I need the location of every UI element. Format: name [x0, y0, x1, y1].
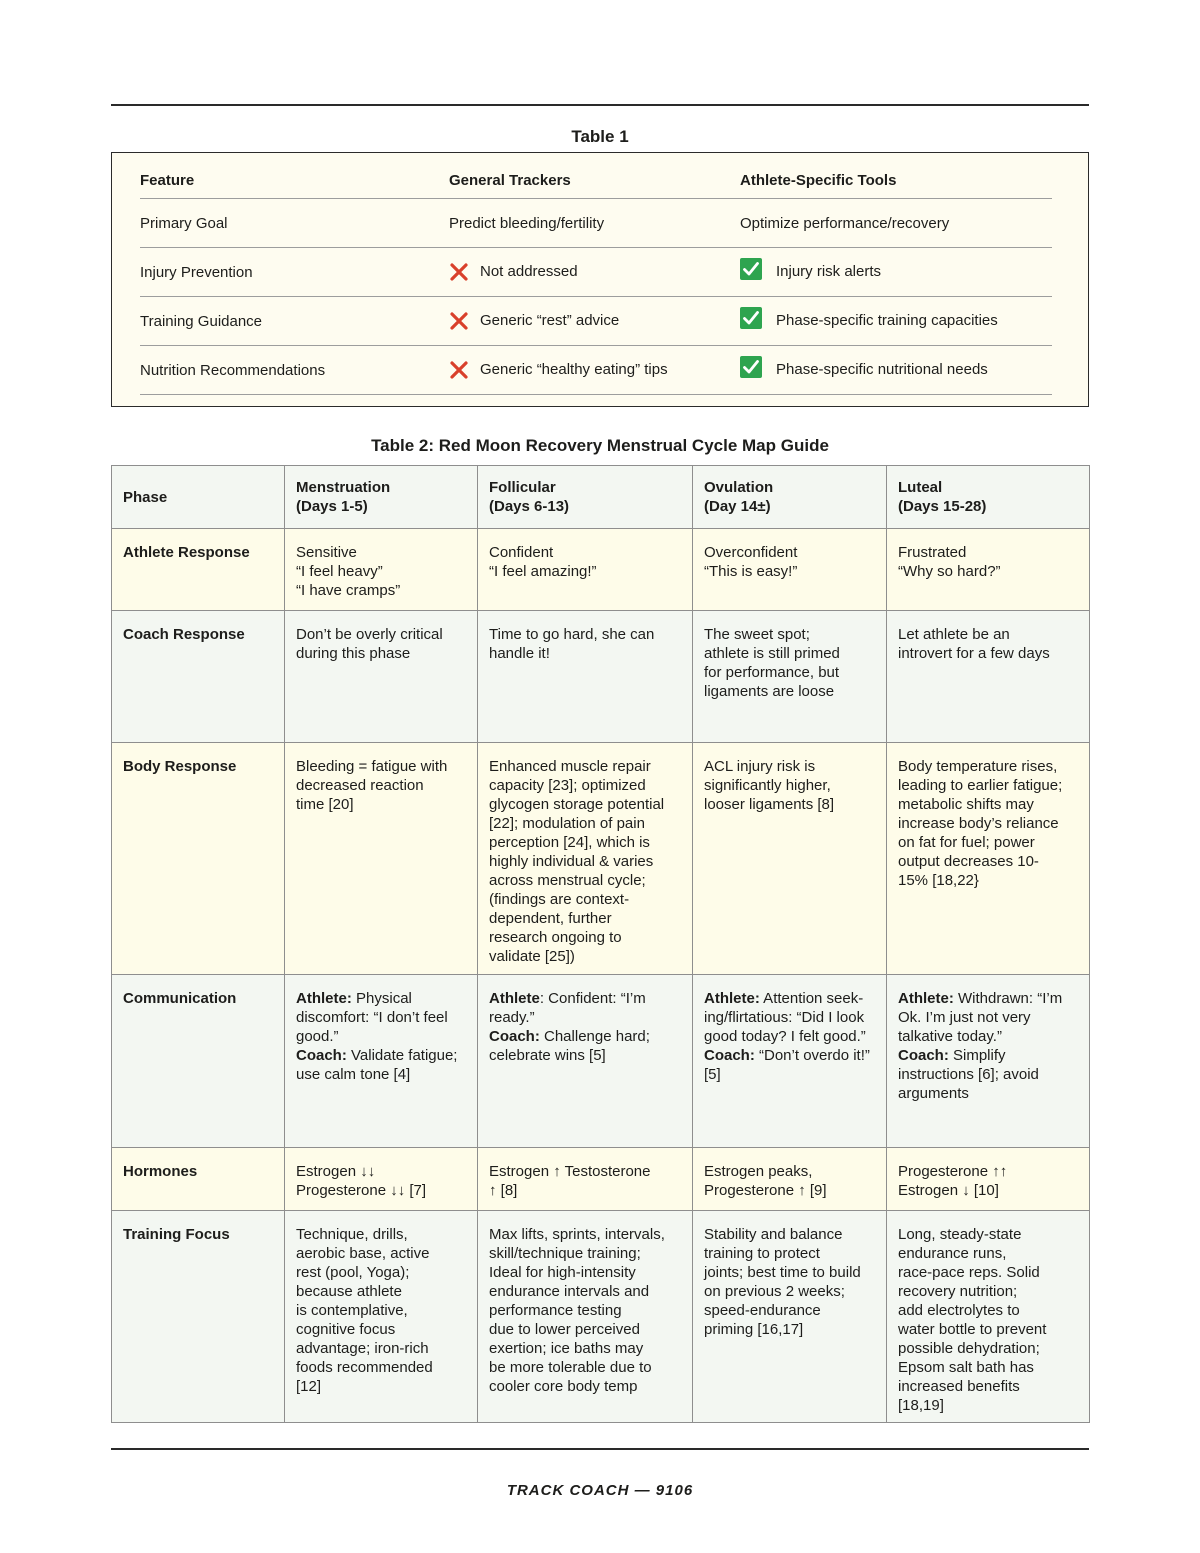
cell-line: time [20]	[296, 796, 354, 813]
col-header-follicular	[478, 466, 693, 529]
feature-cell: Nutrition Recommendations	[140, 346, 449, 395]
row-training-focus	[112, 1211, 1090, 1423]
table1-header-row	[140, 163, 1052, 199]
cell-line: dependent, further	[489, 910, 612, 927]
cell-line: highly individual & varies	[489, 853, 654, 870]
x-mark-icon	[449, 311, 469, 331]
cell-line: Technique, drills,	[296, 1226, 408, 1243]
cell-line: exertion; ice baths may	[489, 1340, 644, 1357]
row-label: Communication	[112, 975, 285, 1148]
table1-title: Table 1	[571, 127, 629, 146]
cell	[285, 743, 478, 975]
cell-line: Estrogen ↑ Testosterone	[489, 1163, 651, 1180]
cell-line: (findings are context-	[489, 891, 630, 908]
athlete-cell	[740, 297, 1052, 346]
row-athlete-response	[112, 529, 1090, 611]
table1-row	[140, 248, 1052, 297]
cell	[285, 529, 478, 611]
athlete-text: Phase-specific nutritional needs	[776, 360, 988, 378]
feature-cell: Primary Goal	[140, 199, 449, 248]
row-label: Coach Response	[112, 611, 285, 743]
checkmark-icon	[740, 307, 762, 329]
general-text: Generic “healthy eating” tips	[480, 360, 668, 378]
cell	[478, 1148, 693, 1211]
cell-line: Long, steady-state	[898, 1226, 1022, 1243]
cell-line: Frustrated	[898, 544, 967, 561]
row-label: Athlete Response	[112, 529, 285, 611]
cell-line: Overconfident	[704, 544, 798, 561]
cell-line: metabolic shifts may	[898, 796, 1034, 813]
col-name: Follicular	[489, 479, 556, 496]
row-communication	[112, 975, 1090, 1148]
cell-line: endurance intervals and	[489, 1283, 650, 1300]
athlete-text: : Confident: “I’m ready.”	[489, 990, 646, 1026]
coach-comm	[489, 1027, 681, 1065]
cell	[285, 975, 478, 1148]
coach-label: Coach:	[704, 1047, 755, 1064]
athlete-text: Injury risk alerts	[776, 262, 882, 280]
cell-line: handle it!	[489, 645, 550, 662]
cell-line: rest (pool, Yoga);	[296, 1264, 410, 1281]
cell	[478, 743, 693, 975]
cell-line: output decreases 10-	[898, 853, 1039, 870]
cell-line: significantly higher,	[704, 777, 831, 794]
table1-row	[140, 199, 1052, 248]
coach-text: Validate fatigue; use calm tone [4]	[296, 1047, 458, 1083]
cell-line: during this phase	[296, 645, 411, 662]
cell	[693, 529, 887, 611]
cell-line: cognitive focus	[296, 1321, 396, 1338]
cell-line: Progesterone ↓↓ [7]	[296, 1182, 427, 1199]
athlete-label: Athlete:	[296, 990, 352, 1007]
cell-line: across menstrual cycle;	[489, 872, 646, 889]
athlete-label: Athlete	[489, 990, 540, 1007]
col-header-menstruation	[285, 466, 478, 529]
cell-line: Ideal for high-intensity	[489, 1264, 636, 1281]
row-hormones	[112, 1148, 1090, 1211]
cell-line: Estrogen ↓ [10]	[898, 1182, 999, 1199]
cell-line: Estrogen peaks,	[704, 1163, 813, 1180]
cell-line: foods recommended	[296, 1359, 433, 1376]
col-name: Ovulation	[704, 479, 774, 496]
cell-line: validate [25])	[489, 948, 575, 965]
cell-line: decreased reaction	[296, 777, 424, 794]
cell-line: add electrolytes to	[898, 1302, 1020, 1319]
coach-text: Challenge hard; celebrate wins [5]	[489, 1028, 650, 1064]
x-mark-icon	[449, 262, 469, 282]
athlete-text: Withdrawn: “I’m Ok. I’m just not very talkative today.”	[898, 990, 1063, 1045]
coach-comm	[898, 1046, 1078, 1103]
general-cell	[449, 248, 740, 297]
table2-header-row	[112, 466, 1090, 529]
cell-line: introvert for a few days	[898, 645, 1050, 662]
col-header-ovulation	[693, 466, 887, 529]
cell-line: ↑ [8]	[489, 1182, 518, 1199]
cell-line: Estrogen ↓↓	[296, 1163, 376, 1180]
header-feature: Feature	[140, 163, 449, 199]
cell	[693, 1148, 887, 1211]
table1-row	[140, 297, 1052, 346]
cell-line: perception [24], which is	[489, 834, 650, 851]
bottom-rule	[111, 1448, 1089, 1450]
feature-cell: Training Guidance	[140, 297, 449, 346]
cell-line: 15% [18,22}	[898, 872, 979, 889]
athlete-text: Phase-specific training capacities	[776, 311, 998, 329]
cell-line: water bottle to prevent	[898, 1321, 1047, 1338]
table2-title: Table 2: Red Moon Recovery Menstrual Cycle Map Guide	[371, 436, 829, 455]
cell-line: Progesterone ↑ [9]	[704, 1182, 827, 1199]
cell-line: is contemplative,	[296, 1302, 408, 1319]
general-text: Generic “rest” advice	[480, 311, 620, 329]
header-general-trackers: General Trackers	[449, 163, 740, 199]
cell-line: Let athlete be an	[898, 626, 1010, 643]
cell-line: aerobic base, active	[296, 1245, 430, 1262]
cell-line: for performance, but	[704, 664, 840, 681]
cell-line: increased benefits	[898, 1378, 1020, 1395]
cell-line: training to protect	[704, 1245, 820, 1262]
general-text: Not addressed	[480, 262, 578, 280]
row-label: Training Focus	[112, 1211, 285, 1423]
athlete-cell	[740, 248, 1052, 297]
coach-text: “Don’t overdo it!” [5]	[704, 1047, 870, 1083]
row-coach-response	[112, 611, 1090, 743]
cell-line: because athlete	[296, 1283, 402, 1300]
cell-line: research ongoing to	[489, 929, 622, 946]
cell-line: looser ligaments [8]	[704, 796, 835, 813]
col-days: (Days 6-13)	[489, 498, 570, 515]
cell-line: [22]; modulation of pain	[489, 815, 645, 832]
row-label: Body Response	[112, 743, 285, 975]
cell-line: be more tolerable due to	[489, 1359, 652, 1376]
cell	[887, 1148, 1090, 1211]
cell-line: performance testing	[489, 1302, 622, 1319]
cell-line: skill/technique training;	[489, 1245, 641, 1262]
cell-line: on previous 2 weeks;	[704, 1283, 845, 1300]
cell-line: endurance runs,	[898, 1245, 1007, 1262]
cell-line: “Why so hard?”	[898, 563, 1001, 580]
athlete-comm	[296, 989, 466, 1046]
cell	[285, 611, 478, 743]
cell	[478, 1211, 693, 1423]
cell-line: Sensitive	[296, 544, 357, 561]
cell-line: The sweet spot;	[704, 626, 810, 643]
cell-line: on fat for fuel; power	[898, 834, 1035, 851]
col-days: (Day 14±)	[704, 498, 771, 515]
table2	[111, 465, 1090, 1423]
cell-line: Stability and balance	[704, 1226, 843, 1243]
athlete-label: Athlete:	[704, 990, 760, 1007]
cell-line: Epsom salt bath has	[898, 1359, 1034, 1376]
cell	[693, 611, 887, 743]
checkmark-icon	[740, 356, 762, 378]
cell-line: possible dehydration;	[898, 1340, 1040, 1357]
cell	[887, 529, 1090, 611]
phase-header: Phase	[112, 466, 285, 529]
cell-line: athlete is still primed	[704, 645, 840, 662]
coach-comm	[704, 1046, 875, 1084]
cell-line: capacity [23]; optimized	[489, 777, 646, 794]
cell-line: ligaments are loose	[704, 683, 835, 700]
checkmark-icon	[740, 258, 762, 280]
cell-line: Bleeding = fatigue with	[296, 758, 448, 775]
cell-line: increase body’s reliance	[898, 815, 1059, 832]
athlete-comm	[704, 989, 875, 1046]
header-athlete-tools: Athlete-Specific Tools	[740, 163, 1052, 199]
col-name: Menstruation	[296, 479, 391, 496]
x-mark-icon	[449, 360, 469, 380]
cell-line: “This is easy!”	[704, 563, 798, 580]
cell	[693, 1211, 887, 1423]
cell	[693, 743, 887, 975]
cell-line: speed-endurance	[704, 1302, 821, 1319]
general-cell: Predict bleeding/fertility	[449, 199, 740, 248]
cell-line: joints; best time to build	[704, 1264, 861, 1281]
cell	[478, 611, 693, 743]
row-label: Hormones	[112, 1148, 285, 1211]
general-cell	[449, 297, 740, 346]
cell-line: cooler core body temp	[489, 1378, 638, 1395]
athlete-cell	[740, 346, 1052, 395]
cell-line: “I have cramps”	[296, 582, 401, 599]
cell-line: recovery nutrition;	[898, 1283, 1018, 1300]
table1-row	[140, 346, 1052, 395]
coach-label: Coach:	[489, 1028, 540, 1045]
cell-line: Body temperature rises,	[898, 758, 1058, 775]
athlete-cell: Optimize performance/recovery	[740, 199, 1052, 248]
col-days: (Days 15-28)	[898, 498, 987, 515]
cell-line: due to lower perceived	[489, 1321, 640, 1338]
cell-line: Time to go hard, she can	[489, 626, 655, 643]
cell	[693, 975, 887, 1148]
cell	[887, 611, 1090, 743]
cell-line: Max lifts, sprints, intervals,	[489, 1226, 665, 1243]
cell	[887, 743, 1090, 975]
cell-line: ACL injury risk is	[704, 758, 816, 775]
cell	[285, 1211, 478, 1423]
cell-line: leading to earlier fatigue;	[898, 777, 1063, 794]
feature-cell: Injury Prevention	[140, 248, 449, 297]
cell-line: priming [16,17]	[704, 1321, 804, 1338]
athlete-text: Physical discomfort: “I don’t feel good.”	[296, 990, 448, 1045]
cell	[478, 975, 693, 1148]
table1	[140, 163, 1052, 395]
top-rule	[111, 104, 1089, 106]
cell	[887, 975, 1090, 1148]
cell-line: Enhanced muscle repair	[489, 758, 651, 775]
coach-text: Simplify instructions [6]; avoid arguments	[898, 1047, 1039, 1102]
athlete-comm	[898, 989, 1078, 1046]
cell	[285, 1148, 478, 1211]
cell-line: race-pace reps. Solid	[898, 1264, 1040, 1281]
athlete-label: Athlete:	[898, 990, 954, 1007]
col-days: (Days 1-5)	[296, 498, 368, 515]
cell-line: [18,19]	[898, 1397, 944, 1414]
cell-line: Confident	[489, 544, 554, 561]
cell	[478, 529, 693, 611]
cell	[887, 1211, 1090, 1423]
general-cell	[449, 346, 740, 395]
athlete-text: Attention seek-ing/flirtatious: “Did I look good today? I felt good.”	[704, 990, 866, 1045]
cell-line: “I feel amazing!”	[489, 563, 597, 580]
row-body-response	[112, 743, 1090, 975]
cell-line: glycogen storage potential	[489, 796, 665, 813]
page-footer: TRACK COACH — 9106	[506, 1482, 694, 1499]
athlete-comm	[489, 989, 681, 1027]
cell-line: Don’t be overly critical	[296, 626, 443, 643]
cell-line: [12]	[296, 1378, 322, 1395]
cell-line: advantage; iron-rich	[296, 1340, 429, 1357]
coach-label: Coach:	[898, 1047, 949, 1064]
table1-box	[111, 152, 1089, 407]
coach-comm	[296, 1046, 466, 1084]
cell-line: Progesterone ↑↑	[898, 1163, 1008, 1180]
coach-label: Coach:	[296, 1047, 347, 1064]
col-name: Luteal	[898, 479, 943, 496]
cell-line: “I feel heavy”	[296, 563, 383, 580]
col-header-luteal	[887, 466, 1090, 529]
